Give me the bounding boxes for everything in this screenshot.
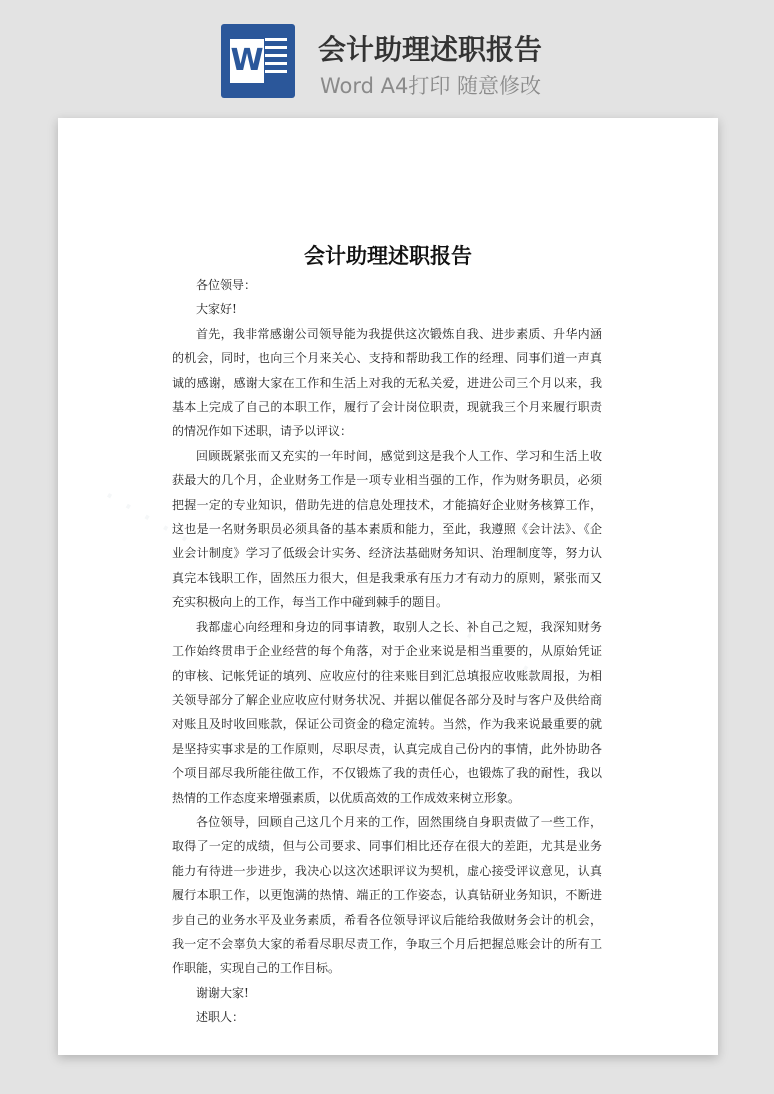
signature-line: 述职人：	[196, 1010, 245, 1025]
header-subtitle: Word A4打印 随意修改	[320, 74, 542, 98]
word-logo-letter: W	[230, 39, 264, 83]
greeting: 大家好!	[196, 302, 237, 317]
paragraph: 我都虚心向经理和身边的同事请教，取别人之长、补自己之短，我深知财务工作始终贯串于企业经营的每个角落，对于企业来说是相当重要的，从原始凭证的审核、记帐凭证的填列、应收应付的往来账目到汇总填报应收账款周报，为相关领导部分了解企业应收应付财务状况、并据以催促各部分及时与客户及供给商对账且及时收回账款，保证公司资金的稳定流转。当然，作为我来说最重要的就是坚持实事求是的工作原则，尽职尽责，认真完成自己份内的事情，此外协助各个项目部尽我所能往做工作，不仅锻炼了我的责任心，也锻炼了我的耐性，我以热情的工作态度来增强素质，以优质高效的工作成效来树立形象。	[172, 619, 602, 805]
watermark: · · · · ·	[454, 616, 559, 700]
watermark: · · · · ·	[94, 476, 199, 560]
closing-thanks: 谢谢大家!	[196, 985, 249, 1000]
document-lines-icon	[265, 38, 287, 78]
document-page	[58, 118, 718, 1055]
paragraph: 首先，我非常感谢公司领导能为我提供这次锻炼自我、进步素质、升华内涵的机会，同时，也向三个月来关心、支持和帮助我工作的经理、同事们道一声真诚的感谢，感谢大家在工作和生活上对我的无私关爱，进进公司三个月以来，我基本上完成了自己的本职工作，履行了会计岗位职责，现就我三个月来履行职责的情况作如下述职，请予以评议：	[172, 326, 602, 439]
paragraph: 回顾既紧张而又充实的一年时间，感觉到这是我个人工作、学习和生活上收获最大的几个月，企业财务工作是一项专业相当强的工作，作为财务职员，必须把握一定的专业知识，借助先进的信息处理技术，才能搞好企业财务核算工作，这也是一名财务职员必须具备的基本素质和能力，至此，我遵照《会计法》、《企业会计制度》学习了低级会计实务、经济法基础财务知识、治理制度等，努力认真完本钱职工作，固然压力很大，但是我秉承有压力才有动力的原则，紧张而又充实积极向上的工作，每当工作中碰到棘手的题目。	[172, 448, 602, 610]
document-title: 会计助理述职报告	[304, 244, 472, 268]
header-banner	[0, 0, 774, 118]
header-title: 会计助理述职报告	[318, 33, 543, 66]
word-icon	[221, 24, 295, 98]
paragraph: 各位领导，回顾自己这几个月来的工作，固然围绕自身职责做了一些工作，取得了一定的成绩，但与公司要求、同事们相比还存在很大的差距，尤其是业务能力有待进一步进步，我决心以这次述职评议为契机，虚心接受评议意见，认真履行本职工作，以更饱满的热情、端正的工作姿态，认真钻研业务知识，不断进步自己的业务水平及业务素质，希看各位领导评议后能给我做财务会计的机会，我一定不会辜负大家的希看尽职尽责工作，争取三个月后把握总账会计的所有工作职能，实现自己的工作目标。	[172, 814, 602, 976]
salutation: 各位领导：	[196, 278, 257, 292]
document-body	[172, 273, 602, 1030]
